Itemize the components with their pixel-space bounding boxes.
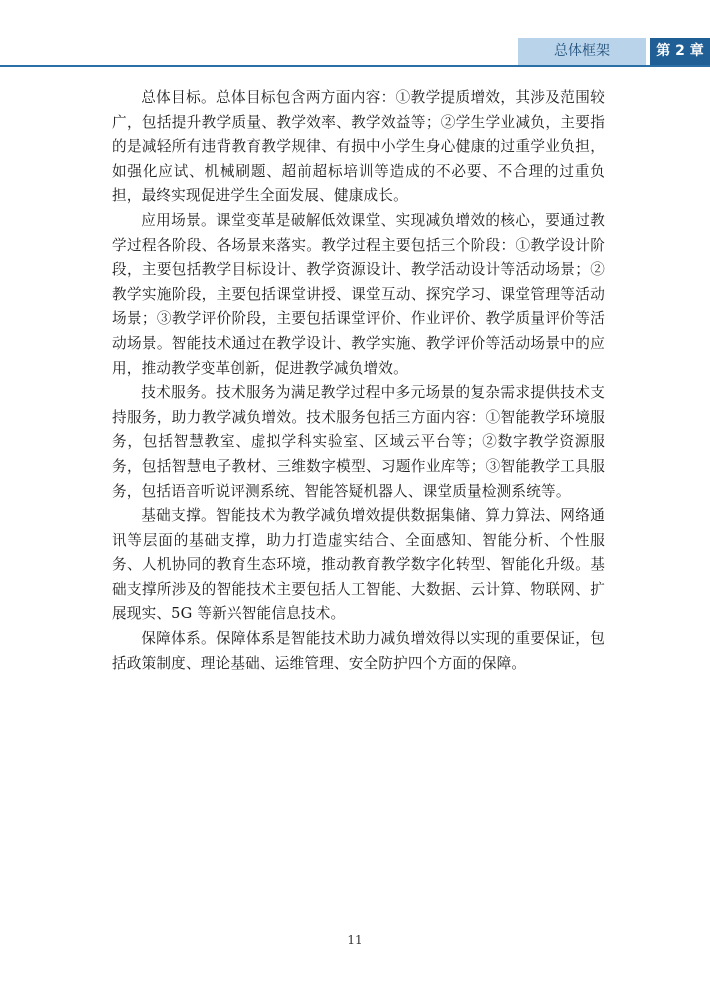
paragraph-infrastructure-support: 基础支撑。智能技术为教学减负增效提供数据集储、算力算法、网络通讯等层面的基础支撑，助力打造虚实结合、全面感知、智能分析、个性服务、人机协同的教育生态环境，推动教育教学数字化转型、智能化升级。基础支撑所涉及的智能技术主要包括人工智能、大数据、云计算、物联网、扩展现实、5G 等新兴智能信息技术。 — [112, 507, 605, 623]
paragraph-technical-services: 技术服务。技术服务为满足教学过程中多元场景的复杂需求提供技术支持服务，助力教学减负增效。技术服务包括三方面内容：①智能教学环境服务，包括智慧教室、虚拟学科实验室、区域云平台等；②数字教学资源服务，包括智慧电子教材、三维数字模型、习题作业库等；③智能教学工具服务，包括语音听说评测系统、智能答疑机器人、课堂质量检测系统等。 — [112, 384, 605, 500]
page-number: 11 — [347, 933, 363, 947]
body-text — [112, 86, 605, 676]
section-title: 总体框架 — [518, 38, 646, 65]
page-header — [0, 38, 710, 66]
paragraph-guarantee-system: 保障体系。保障体系是智能技术助力减负增效得以实现的重要保证，包括政策制度、理论基础、运维管理、安全防护四个方面的保障。 — [112, 630, 605, 672]
header-divider — [0, 65, 710, 67]
paragraph-overall-goal: 总体目标。总体目标包含两方面内容：①教学提质增效，其涉及范围较广，包括提升教学质量、教学效率、教学效益等；②学生学业减负，主要指的是减轻所有违背教育教学规律、有损中小学生身心健康的过重学业负担，如强化应试、机械刷题、超前超标培训等造成的不必要、不合理的过重负担，最终实现促进学生全面发展、健康成长。 — [112, 89, 605, 205]
chapter-label: 第 2 章 — [650, 38, 710, 65]
paragraph-application-scenarios: 应用场景。课堂变革是破解低效课堂、实现减负增效的核心，要通过教学过程各阶段、各场景来落实。教学过程主要包括三个阶段：①教学设计阶段，主要包括教学目标设计、教学资源设计、教学活动设计等活动场景；②教学实施阶段，主要包括课堂讲授、课堂互动、探究学习、课堂管理等活动场景；③教学评价阶段，主要包括课堂评价、作业评价、教学质量评价等活动场景。智能技术通过在教学设计、教学实施、教学评价等活动场景中的应用，推动教学变革创新，促进教学减负增效。 — [112, 211, 605, 377]
